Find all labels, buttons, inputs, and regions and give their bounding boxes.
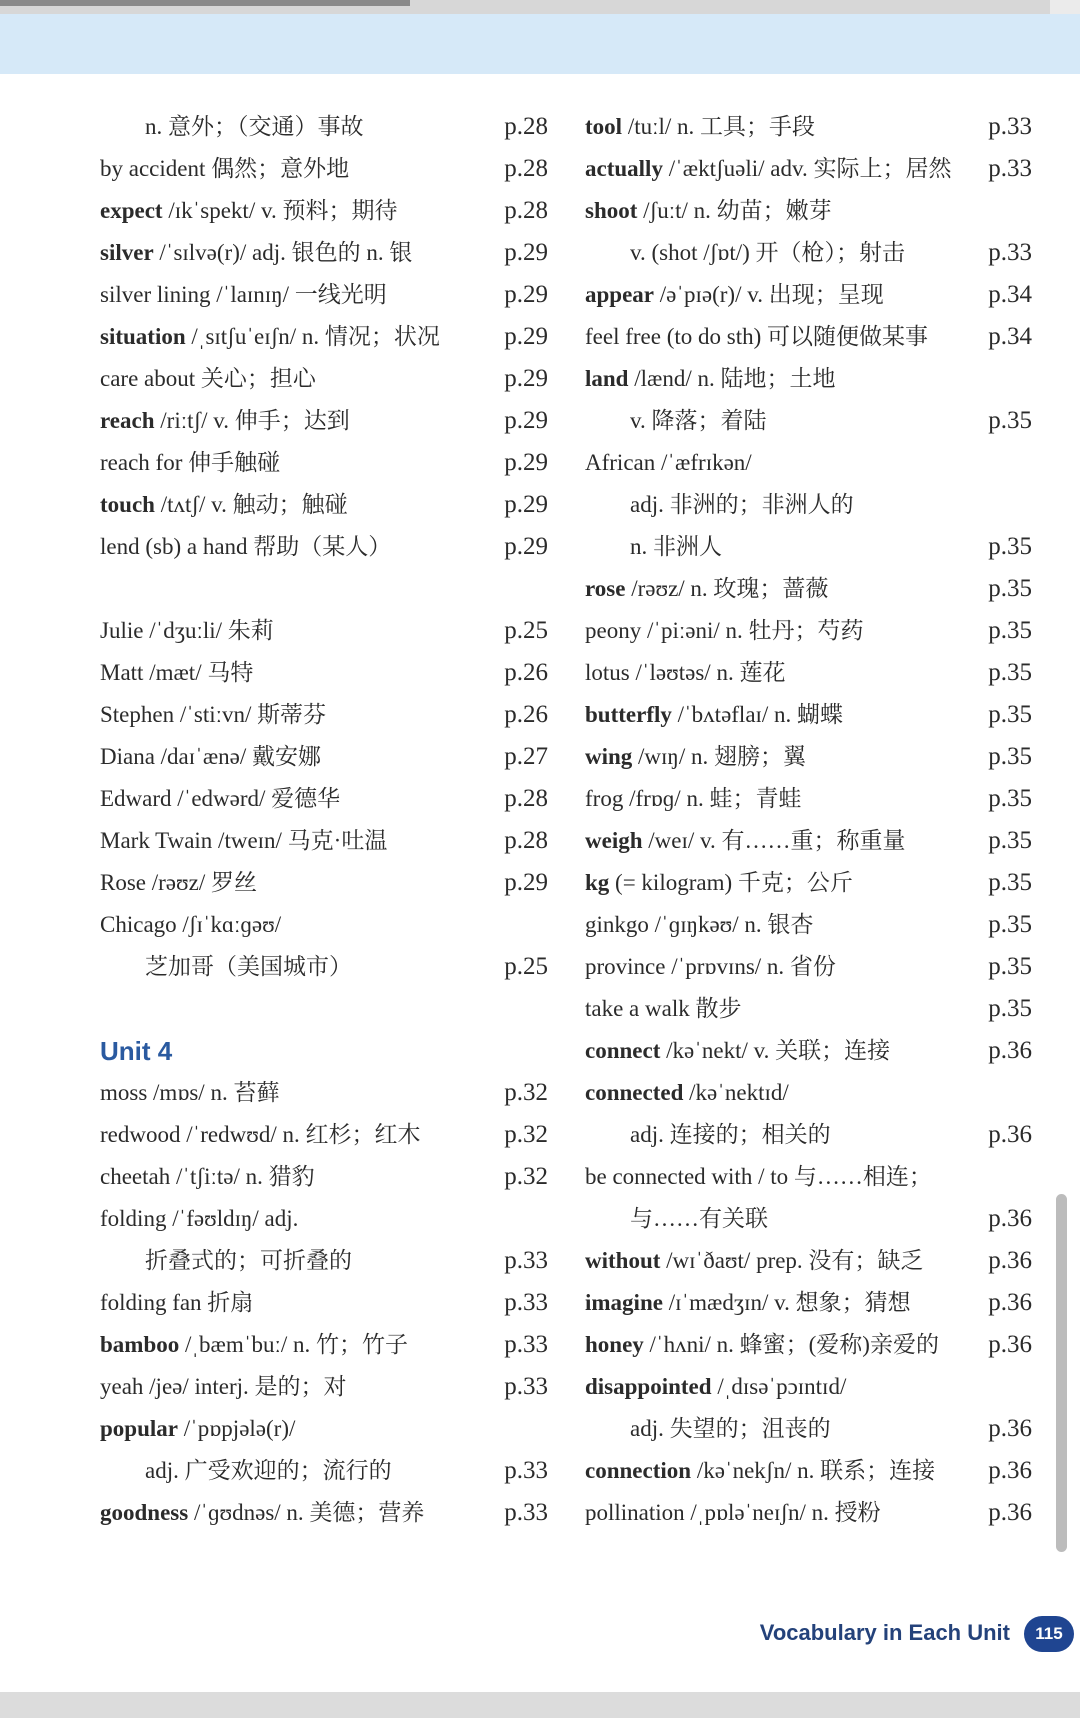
entry-text bbox=[585, 946, 836, 988]
entry-text bbox=[585, 1282, 911, 1324]
vocab-entry bbox=[100, 484, 548, 526]
headword: situation bbox=[100, 324, 186, 349]
definition: Edward /ˈedwərd/ 爱德华 bbox=[100, 786, 341, 811]
page-ref: p.33 bbox=[504, 1373, 548, 1400]
vocab-entry bbox=[100, 610, 548, 652]
page-ref: p.35 bbox=[988, 827, 1032, 854]
headword: actually bbox=[585, 156, 663, 181]
definition: Unit 4 bbox=[100, 1036, 173, 1066]
page-ref: p.28 bbox=[504, 113, 548, 140]
definition: /ˌdɪsəˈpɔɪntɪd/ bbox=[711, 1374, 847, 1399]
entry-text bbox=[100, 190, 397, 232]
entry-text bbox=[100, 1366, 347, 1408]
vocab-entry bbox=[100, 1072, 548, 1114]
entry-text bbox=[585, 1156, 932, 1198]
definition: /tʌtʃ/ v. 触动；触碰 bbox=[154, 492, 348, 517]
entry-text bbox=[630, 232, 905, 274]
vocab-entry bbox=[100, 652, 548, 694]
definition: /wɪˈðaʊt/ prep. 没有；缺乏 bbox=[660, 1248, 924, 1273]
vocab-entry bbox=[585, 862, 1032, 904]
definition: 折叠式的；可折叠的 bbox=[145, 1248, 352, 1273]
page-number-badge: 115 bbox=[1024, 1616, 1074, 1652]
vocab-entry bbox=[100, 946, 548, 988]
vocab-entry bbox=[100, 778, 548, 820]
page-ref: p.36 bbox=[988, 1499, 1032, 1526]
definition: cheetah /ˈtʃiːtə/ n. 猎豹 bbox=[100, 1164, 315, 1189]
definition: /ˌsɪtʃuˈeɪʃn/ n. 情况；状况 bbox=[185, 324, 440, 349]
page-ref: p.33 bbox=[504, 1457, 548, 1484]
definition: /tuːl/ n. 工具；手段 bbox=[622, 114, 816, 139]
definition: (= kilogram) 千克；公斤 bbox=[609, 870, 853, 895]
page-ref: p.33 bbox=[504, 1289, 548, 1316]
headword: tool bbox=[585, 114, 623, 139]
definition: redwood /ˈredwʊd/ n. 红杉；红木 bbox=[100, 1122, 421, 1147]
headword: touch bbox=[100, 492, 155, 517]
page-ref: p.35 bbox=[988, 407, 1032, 434]
entry-text bbox=[100, 1408, 295, 1450]
page-ref: p.33 bbox=[504, 1247, 548, 1274]
page-ref: p.25 bbox=[504, 953, 548, 980]
entry-text bbox=[630, 526, 722, 568]
definition: /riːtʃ/ v. 伸手；达到 bbox=[154, 408, 350, 433]
page-ref: p.26 bbox=[504, 659, 548, 686]
vocab-entry bbox=[585, 484, 1032, 526]
headword: appear bbox=[585, 282, 654, 307]
definition: /əˈpɪə(r)/ v. 出现；呈现 bbox=[654, 282, 884, 307]
headword: land bbox=[585, 366, 629, 391]
definition: /ˈsɪlvə(r)/ adj. 银色的 n. 银 bbox=[153, 240, 413, 265]
vocab-entry bbox=[585, 568, 1032, 610]
entry-text bbox=[100, 316, 440, 358]
definition: n. 非洲人 bbox=[630, 534, 722, 559]
vocab-entry bbox=[100, 1324, 548, 1366]
vocab-entry bbox=[100, 190, 548, 232]
vocab-entry bbox=[585, 904, 1032, 946]
definition: /ˌbæmˈbuː/ n. 竹；竹子 bbox=[179, 1332, 408, 1357]
vocab-entry bbox=[585, 1156, 1032, 1198]
definition: /lænd/ n. 陆地；土地 bbox=[628, 366, 836, 391]
vocab-entry bbox=[585, 1282, 1032, 1324]
definition: Diana /daɪˈænə/ 戴安娜 bbox=[100, 744, 322, 769]
entry-text bbox=[585, 358, 836, 400]
vocab-entry bbox=[585, 148, 1032, 190]
entry-text bbox=[100, 484, 348, 526]
vocab-entry bbox=[100, 358, 548, 400]
vocab-entry bbox=[585, 1240, 1032, 1282]
entry-text bbox=[585, 1492, 881, 1534]
definition: /kəˈnektɪd/ bbox=[683, 1080, 789, 1105]
entry-text bbox=[585, 442, 752, 484]
definition: /ɪkˈspekt/ v. 预料；期待 bbox=[162, 198, 398, 223]
vocab-entry bbox=[585, 820, 1032, 862]
vocab-entry bbox=[100, 442, 548, 484]
page-ref: p.28 bbox=[504, 197, 548, 224]
entry-text bbox=[100, 526, 391, 568]
vocab-entry bbox=[585, 1030, 1032, 1072]
page-ref: p.32 bbox=[504, 1121, 548, 1148]
vocab-entry bbox=[585, 358, 1032, 400]
entry-text bbox=[100, 1156, 315, 1198]
definition: 芝加哥（美国城市） bbox=[145, 954, 352, 979]
vocab-entry bbox=[585, 442, 1032, 484]
vocab-entry bbox=[100, 1408, 548, 1450]
vocab-entry bbox=[100, 232, 548, 274]
vocab-entry bbox=[585, 736, 1032, 778]
entry-text bbox=[585, 274, 884, 316]
definition: /ˈhʌni/ n. 蜂蜜；(爱称)亲爱的 bbox=[643, 1332, 939, 1357]
vocab-entry bbox=[100, 526, 548, 568]
headword: bamboo bbox=[100, 1332, 180, 1357]
headword: without bbox=[585, 1248, 661, 1273]
bottom-frame-bar bbox=[0, 1692, 1080, 1718]
entry-text bbox=[100, 232, 412, 274]
definition: /ˈɡʊdnəs/ n. 美德；营养 bbox=[188, 1500, 425, 1525]
entry-text bbox=[585, 904, 813, 946]
entry-text bbox=[145, 106, 364, 148]
headword: reach bbox=[100, 408, 155, 433]
definition: 与……有关联 bbox=[630, 1206, 768, 1231]
vocab-entry bbox=[100, 736, 548, 778]
page-ref: p.35 bbox=[988, 953, 1032, 980]
headword: honey bbox=[585, 1332, 644, 1357]
vocab-entry bbox=[585, 778, 1032, 820]
footer-section-title: Vocabulary in Each Unit bbox=[759, 1620, 1010, 1645]
definition: folding /ˈfəʊldɪŋ/ adj. bbox=[100, 1206, 299, 1231]
page-ref: p.36 bbox=[988, 1121, 1032, 1148]
entry-text bbox=[585, 1324, 939, 1366]
page-ref: p.33 bbox=[504, 1331, 548, 1358]
definition: lend (sb) a hand 帮助（某人） bbox=[100, 534, 392, 559]
headword: connect bbox=[585, 1038, 661, 1063]
entry-text bbox=[585, 652, 785, 694]
definition: yeah /jeə/ interj. 是的；对 bbox=[100, 1374, 347, 1399]
headword: disappointed bbox=[585, 1374, 712, 1399]
vocab-entry bbox=[585, 1114, 1032, 1156]
spacer bbox=[100, 568, 548, 610]
vocab-entry bbox=[100, 1282, 548, 1324]
page-ref: p.29 bbox=[504, 239, 548, 266]
vocab-entry bbox=[100, 862, 548, 904]
definition: adj. 广受欢迎的；流行的 bbox=[145, 1458, 392, 1483]
page-ref: p.33 bbox=[988, 113, 1032, 140]
entry-text bbox=[585, 988, 741, 1030]
page-ref: p.35 bbox=[988, 785, 1032, 812]
vocab-entry bbox=[100, 316, 548, 358]
definition: lotus /ˈləʊtəs/ n. 莲花 bbox=[585, 660, 786, 685]
vocab-entry bbox=[100, 400, 548, 442]
page-ref: p.36 bbox=[988, 1037, 1032, 1064]
definition: Julie /ˈdʒuːli/ 朱莉 bbox=[100, 618, 274, 643]
page-ref: p.33 bbox=[988, 239, 1032, 266]
entry-text bbox=[100, 862, 257, 904]
vocab-entry bbox=[100, 1198, 548, 1240]
definition: adj. 连接的；相关的 bbox=[630, 1122, 831, 1147]
entry-text bbox=[585, 694, 843, 736]
entry-text bbox=[100, 1324, 408, 1366]
definition: province /ˈprɒvɪns/ n. 省份 bbox=[585, 954, 836, 979]
page-ref: p.35 bbox=[988, 743, 1032, 770]
page-ref: p.26 bbox=[504, 701, 548, 728]
vocabulary-column-left bbox=[100, 106, 548, 1534]
page-ref: p.35 bbox=[988, 869, 1032, 896]
definition: folding fan 折扇 bbox=[100, 1290, 254, 1315]
definition: /kəˈnekʃn/ n. 联系；连接 bbox=[691, 1458, 936, 1483]
definition: care about 关心；担心 bbox=[100, 366, 316, 391]
page-ref: p.36 bbox=[988, 1457, 1032, 1484]
vocab-entry bbox=[100, 904, 548, 946]
definition: Mark Twain /tweɪn/ 马克·吐温 bbox=[100, 828, 388, 853]
entry-text bbox=[630, 1408, 831, 1450]
entry-text bbox=[100, 610, 274, 652]
page-ref: p.33 bbox=[988, 155, 1032, 182]
entry-text bbox=[100, 400, 350, 442]
page-ref: p.35 bbox=[988, 911, 1032, 938]
vocab-entry bbox=[585, 400, 1032, 442]
vocab-entry bbox=[100, 694, 548, 736]
headword: weigh bbox=[585, 828, 643, 853]
definition: take a walk 散步 bbox=[585, 996, 742, 1021]
vocab-entry bbox=[585, 1198, 1032, 1240]
headword: imagine bbox=[585, 1290, 663, 1315]
page-ref: p.35 bbox=[988, 575, 1032, 602]
entry-text bbox=[100, 736, 321, 778]
vocab-entry bbox=[100, 1492, 548, 1534]
entry-text bbox=[585, 148, 952, 190]
page-ref: p.28 bbox=[504, 827, 548, 854]
entry-text bbox=[100, 652, 253, 694]
vocab-entry bbox=[585, 1450, 1032, 1492]
entry-text bbox=[585, 1240, 923, 1282]
page-ref: p.32 bbox=[504, 1163, 548, 1190]
page-ref: p.36 bbox=[988, 1331, 1032, 1358]
definition: /ʃuːt/ n. 幼苗；嫩芽 bbox=[637, 198, 832, 223]
entry-text bbox=[100, 904, 281, 946]
spacer bbox=[100, 988, 548, 1030]
page-ref: p.32 bbox=[504, 1079, 548, 1106]
entry-text bbox=[145, 1450, 392, 1492]
entry-text bbox=[100, 694, 326, 736]
entry-text bbox=[100, 1072, 279, 1114]
definition: adj. 失望的；沮丧的 bbox=[630, 1416, 831, 1441]
vocab-entry bbox=[585, 106, 1032, 148]
headword: expect bbox=[100, 198, 163, 223]
page-ref: p.29 bbox=[504, 449, 548, 476]
definition: feel free (to do sth) 可以随便做某事 bbox=[585, 324, 929, 349]
headword: shoot bbox=[585, 198, 638, 223]
page-ref: p.35 bbox=[988, 995, 1032, 1022]
entry-text bbox=[100, 358, 316, 400]
definition: /wɪŋ/ n. 翅膀；翼 bbox=[632, 744, 806, 769]
entry-text bbox=[100, 820, 387, 862]
definition: pollination /ˌpɒləˈneɪʃn/ n. 授粉 bbox=[585, 1500, 881, 1525]
entry-text bbox=[585, 1072, 789, 1114]
definition: /rəʊz/ n. 玫瑰；蔷薇 bbox=[625, 576, 829, 601]
vocab-entry bbox=[585, 526, 1032, 568]
top-progress-bar bbox=[0, 0, 410, 6]
top-corner bbox=[1050, 0, 1080, 14]
definition: moss /mɒs/ n. 苔藓 bbox=[100, 1080, 280, 1105]
vocab-entry bbox=[585, 232, 1032, 274]
definition: Rose /rəʊz/ 罗丝 bbox=[100, 870, 257, 895]
entry-text bbox=[585, 778, 801, 820]
page-ref: p.36 bbox=[988, 1415, 1032, 1442]
page-ref: p.28 bbox=[504, 155, 548, 182]
vocab-entry bbox=[585, 1366, 1032, 1408]
entry-text bbox=[100, 442, 280, 484]
definition: /ˈbʌtəflaɪ/ n. 蝴蝶 bbox=[671, 702, 844, 727]
entry-text bbox=[100, 1114, 421, 1156]
definition: Chicago /ʃɪˈkɑːɡəʊ/ bbox=[100, 912, 282, 937]
entry-text bbox=[585, 190, 832, 232]
headword: wing bbox=[585, 744, 633, 769]
entry-text bbox=[100, 1282, 253, 1324]
vocabulary-column-right bbox=[585, 106, 1032, 1534]
definition: adj. 非洲的；非洲人的 bbox=[630, 492, 854, 517]
vocab-entry bbox=[100, 106, 548, 148]
page-ref: p.35 bbox=[988, 659, 1032, 686]
definition: African /ˈæfrɪkən/ bbox=[585, 450, 752, 475]
page-ref: p.29 bbox=[504, 323, 548, 350]
vocab-entry bbox=[585, 1072, 1032, 1114]
headword: silver bbox=[100, 240, 154, 265]
vocab-entry bbox=[585, 988, 1032, 1030]
definition: /ˈæktʃuəli/ adv. 实际上；居然 bbox=[662, 156, 952, 181]
entry-text bbox=[100, 778, 340, 820]
vocab-entry bbox=[100, 1240, 548, 1282]
definition: /kəˈnekt/ v. 关联；连接 bbox=[660, 1038, 891, 1063]
unit-heading bbox=[100, 1030, 548, 1072]
headword: rose bbox=[585, 576, 626, 601]
vocab-entry bbox=[585, 946, 1032, 988]
vocab-entry bbox=[100, 148, 548, 190]
vocab-entry bbox=[100, 1114, 548, 1156]
page-ref: p.29 bbox=[504, 281, 548, 308]
vocab-entry bbox=[585, 1492, 1032, 1534]
page-ref: p.29 bbox=[504, 491, 548, 518]
page-ref: p.34 bbox=[988, 281, 1032, 308]
page-ref: p.36 bbox=[988, 1289, 1032, 1316]
entry-text bbox=[100, 1030, 172, 1072]
vocab-entry bbox=[100, 1450, 548, 1492]
entry-text bbox=[585, 862, 853, 904]
headword: butterfly bbox=[585, 702, 672, 727]
page-ref: p.25 bbox=[504, 617, 548, 644]
vocab-entry bbox=[100, 820, 548, 862]
entry-text bbox=[100, 148, 349, 190]
entry-text bbox=[585, 1366, 846, 1408]
headword: connected bbox=[585, 1080, 684, 1105]
entry-text bbox=[145, 1240, 352, 1282]
vocab-entry bbox=[585, 652, 1032, 694]
definition: frog /frɒɡ/ n. 蛙；青蛙 bbox=[585, 786, 802, 811]
headword: kg bbox=[585, 870, 610, 895]
headword: connection bbox=[585, 1458, 692, 1483]
entry-text bbox=[585, 316, 928, 358]
page-ref: p.36 bbox=[988, 1247, 1032, 1274]
definition: /ˈpɒpjələ(r)/ bbox=[177, 1416, 296, 1441]
vocab-entry bbox=[100, 1156, 548, 1198]
page-ref: p.28 bbox=[504, 785, 548, 812]
definition: Matt /mæt/ 马特 bbox=[100, 660, 254, 685]
page-ref: p.35 bbox=[988, 701, 1032, 728]
entry-text bbox=[585, 820, 906, 862]
definition: Stephen /ˈstiːvn/ 斯蒂芬 bbox=[100, 702, 327, 727]
scrollbar-thumb[interactable] bbox=[1056, 1194, 1067, 1552]
entry-text bbox=[585, 1030, 890, 1072]
entry-text bbox=[585, 568, 828, 610]
entry-text bbox=[585, 106, 815, 148]
page-header-band bbox=[0, 14, 1080, 74]
entry-text bbox=[585, 610, 864, 652]
entry-text bbox=[630, 400, 767, 442]
entry-text bbox=[630, 1198, 768, 1240]
page-ref: p.29 bbox=[504, 869, 548, 896]
definition: v. (shot /ʃɒt/) 开（枪）；射击 bbox=[630, 240, 906, 265]
definition: peony /ˈpiːəni/ n. 牡丹；芍药 bbox=[585, 618, 864, 643]
entry-text bbox=[630, 484, 854, 526]
headword: popular bbox=[100, 1416, 178, 1441]
definition: /ɪˈmædʒɪn/ v. 想象；猜想 bbox=[662, 1290, 911, 1315]
definition: ginkgo /ˈɡɪŋkəʊ/ n. 银杏 bbox=[585, 912, 814, 937]
definition: /weɪ/ v. 有……重；称重量 bbox=[642, 828, 906, 853]
page-ref: p.35 bbox=[988, 533, 1032, 560]
page-ref: p.35 bbox=[988, 617, 1032, 644]
entry-text bbox=[100, 1492, 424, 1534]
definition: be connected with / to 与……相连； bbox=[585, 1164, 932, 1189]
entry-text bbox=[630, 1114, 831, 1156]
vocab-entry bbox=[585, 190, 1032, 232]
page-ref: p.27 bbox=[504, 743, 548, 770]
definition: v. 降落；着陆 bbox=[630, 408, 767, 433]
definition: reach for 伸手触碰 bbox=[100, 450, 281, 475]
vocab-entry bbox=[585, 694, 1032, 736]
page-ref: p.29 bbox=[504, 365, 548, 392]
definition: silver lining /ˈlaɪnɪŋ/ 一线光明 bbox=[100, 282, 387, 307]
definition: n. 意外；（交通）事故 bbox=[145, 114, 364, 139]
entry-text bbox=[100, 1198, 298, 1240]
definition: by accident 偶然；意外地 bbox=[100, 156, 350, 181]
page-ref: p.33 bbox=[504, 1499, 548, 1526]
vocab-entry bbox=[585, 1408, 1032, 1450]
page-ref: p.29 bbox=[504, 407, 548, 434]
page-ref: p.36 bbox=[988, 1205, 1032, 1232]
vocab-entry bbox=[585, 316, 1032, 358]
entry-text bbox=[145, 946, 352, 988]
page-ref: p.29 bbox=[504, 533, 548, 560]
vocab-entry bbox=[100, 1366, 548, 1408]
page-ref: p.34 bbox=[988, 323, 1032, 350]
vocab-entry bbox=[585, 1324, 1032, 1366]
entry-text bbox=[100, 274, 387, 316]
vocab-entry bbox=[100, 274, 548, 316]
headword: goodness bbox=[100, 1500, 189, 1525]
vocab-entry bbox=[585, 274, 1032, 316]
entry-text bbox=[585, 736, 806, 778]
vocab-entry bbox=[585, 610, 1032, 652]
entry-text bbox=[585, 1450, 935, 1492]
